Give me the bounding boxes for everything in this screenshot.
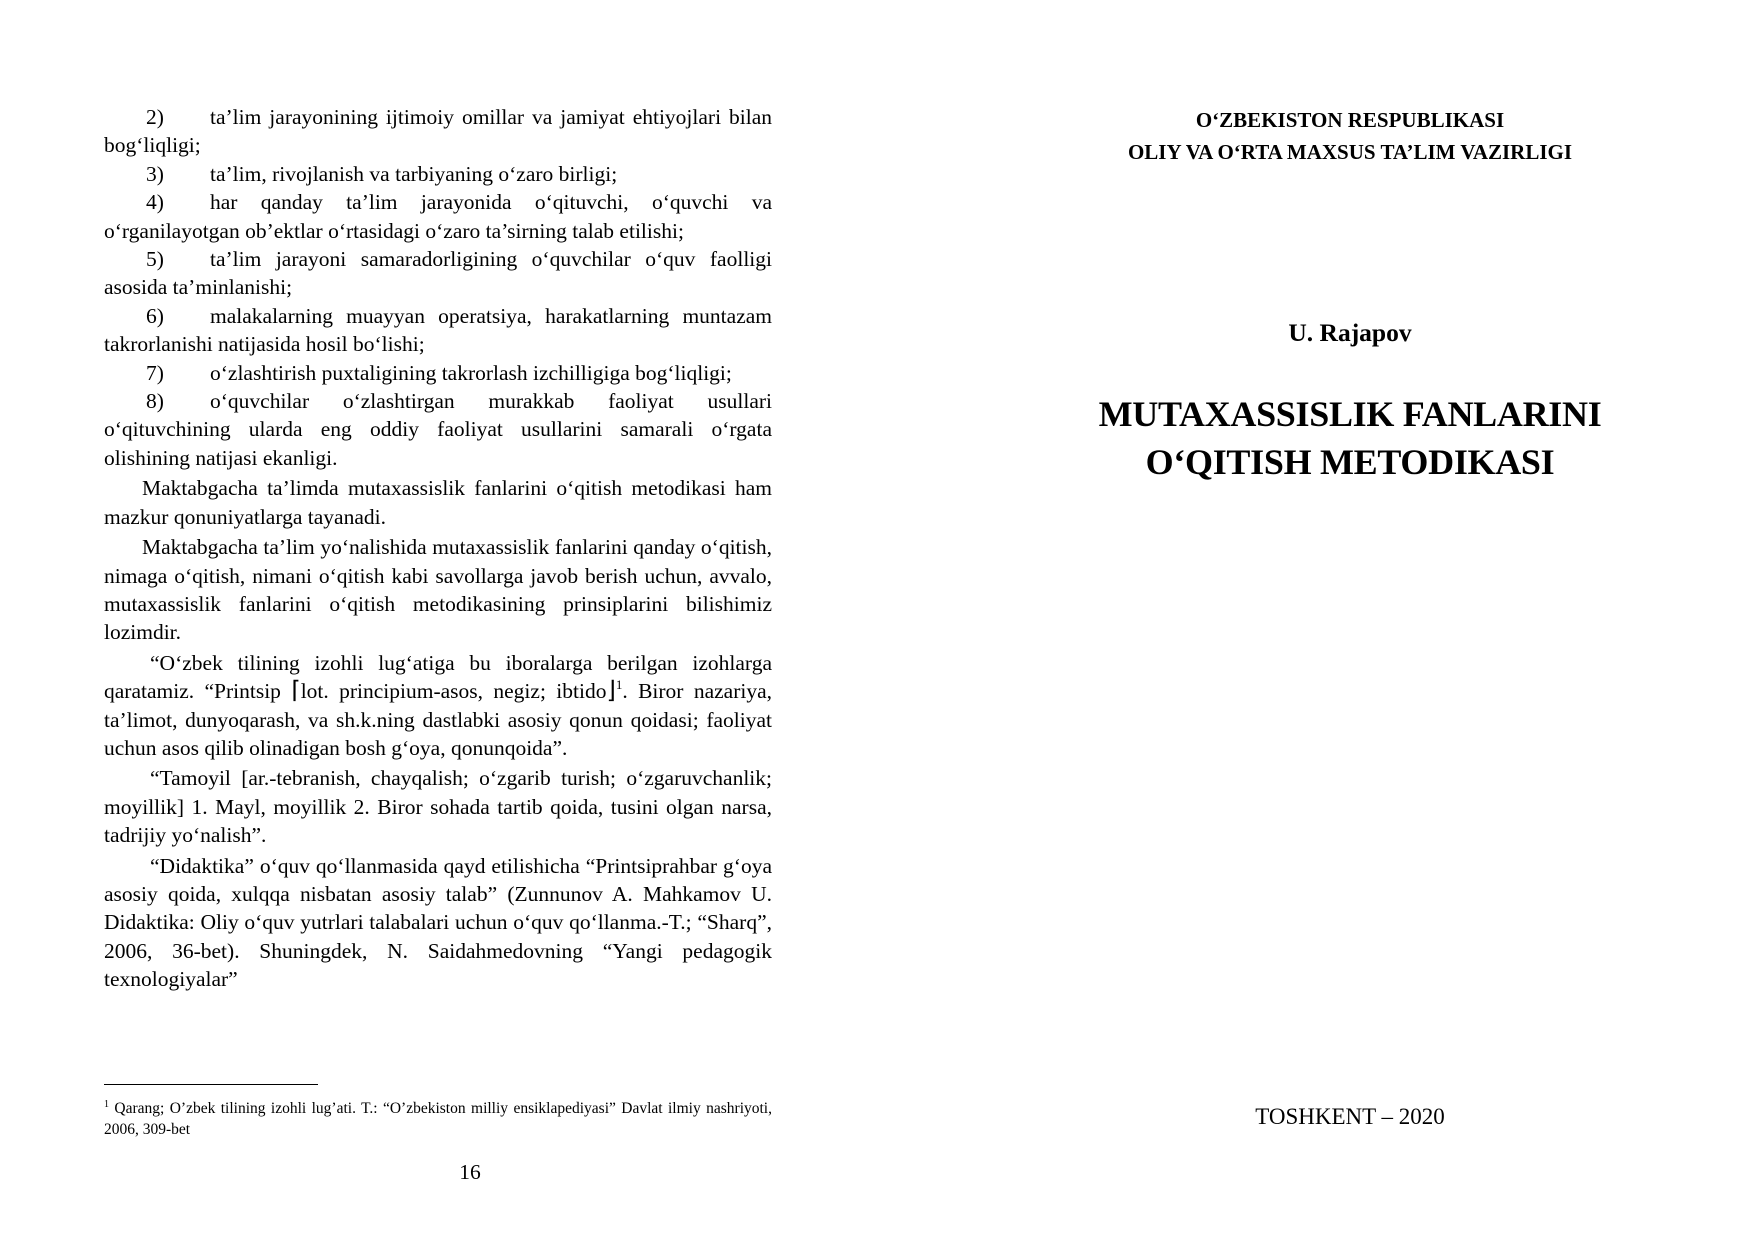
list-item <box>104 188 772 245</box>
footnote-marker: 1 <box>104 1099 109 1110</box>
open-bracket: ⌈ <box>291 678 301 705</box>
list-item <box>104 359 772 387</box>
quote-text: . Biror nazariya, ta’limot, dunyoqarash, va sh.k.ning dastlabki asosiy qonun qoidasi; faoliyat uchun asos qilib olinadigan bosh g‘oya, qonunqoida”. <box>104 679 773 760</box>
author-name: U. Rajapov <box>1288 318 1412 347</box>
list-text: ta’lim jarayonining ijtimoiy omillar va jamiyat ehtiyojlari bilan bog‘liqligi; <box>104 105 772 158</box>
book-title-line: O‘QITISH METODIKASI <box>1145 442 1555 482</box>
list-text: malakalarning muayyan operatsiya, harakatlarning muntazam takrorlanishi natijasida hosil bo‘lishi; <box>104 303 772 357</box>
ministry-line: OLIY VA O‘RTA MAXSUS TA’LIM VAZIRLIGI <box>1127 140 1573 164</box>
quote-paragraph: “Tamoyil [ar.-tebranish, chayqalish; o‘zgarib turish; o‘zgaruvchanlik; moyillik] 1. Mayl, moyillik 2. Biror sohada tartib qoida, tusini olgan narsa, tadrijiy yo‘nalish”. <box>104 766 772 848</box>
list-number: 5) <box>146 247 164 272</box>
list-text: ta’lim jarayoni samaradorligining o‘quvchilar o‘quv faolligi asosida ta’minlanishi; <box>104 247 772 300</box>
list-text: o‘quvchilar o‘zlashtirgan murakkab faoliyat usullari o‘qituvchining ularda eng oddiy faoliyat usullarini samarali o‘rgata olishining natijasi ekanligi. <box>104 389 772 470</box>
book-title <box>1000 390 1700 486</box>
body-paragraph: “Didaktika” o‘quv qo‘llanmasida qayd etilishicha “Printsiprahbar g‘oya asosiy qoida, xulqqa nisbatan asosiy talab” (Zunnunov A. Mahkamov U. Didaktika: Oliy o‘quv yutrlari talabalari uchun o‘quv qo‘llanma.-T.; “Sharq”, 2006, 36-bet). Shuningdek, N. Saidahmedovning “Yangi pedagogik texnologiyalar” <box>104 853 772 992</box>
left-page <box>104 103 772 994</box>
list-item <box>104 160 772 188</box>
close-bracket: ⌋ <box>606 678 616 705</box>
quote-paragraph <box>104 649 772 763</box>
quote-text: “O‘zbek tilining izohli lug‘atiga bu iboralarga berilgan izohlarga qaratamiz. “Printsip <box>104 650 772 704</box>
list-number: 7) <box>146 360 164 385</box>
footnote <box>104 1098 772 1140</box>
list-item <box>104 103 772 160</box>
list-number: 4) <box>146 190 164 215</box>
footnote-divider <box>104 1084 318 1085</box>
footnote-text: Qarang; O’zbek tilining izohli lug’ati. T.: “O’zbekiston milliy ensiklapediyasi” Davlat ilmiy nashriyoti, 2006, 309-bet <box>104 1100 772 1138</box>
list-item <box>104 245 772 302</box>
list-text: har qanday ta’lim jarayonida o‘qituvchi, o‘quvchi va o‘rganilayotgan ob’ektlar o‘rtasidagi o‘zaro ta’sirning talab etilishi; <box>104 190 772 243</box>
body-paragraph: Maktabgacha ta’limda mutaxassislik fanlarini o‘qitish metodikasi ham mazkur qonuniyatlarga tayanadi. <box>104 476 772 529</box>
list-number: 2) <box>146 105 164 129</box>
page-number: 16 <box>459 1160 481 1184</box>
place-and-year: TOSHKENT – 2020 <box>1255 1104 1445 1129</box>
bracketed-text: lot. principium-asos, negiz; ibtido <box>300 679 607 704</box>
list-number: 3) <box>146 161 164 186</box>
list-number: 6) <box>146 303 164 328</box>
list-item <box>104 387 772 472</box>
ministry-heading <box>1000 104 1700 168</box>
book-title-line: MUTAXASSISLIK FANLARINI <box>1098 394 1602 434</box>
list-item <box>104 302 772 359</box>
footnote-reference: 1 <box>615 677 623 693</box>
list-text: ta’lim, rivojlanish va tarbiyaning o‘zaro birligi; <box>210 161 618 186</box>
list-text: o‘zlashtirish puxtaligining takrorlash izchilligiga bog‘liqligi; <box>210 360 732 385</box>
list-number: 8) <box>146 389 164 414</box>
body-paragraph: Maktabgacha ta’lim yo‘nalishida mutaxassislik fanlarini qanday o‘qitish, nimaga o‘qitish, nimani o‘qitish kabi savollarga javob berish uchun, avvalo, mutaxassislik fanlarini o‘qitish metodikasining prinsiplarini bilishimiz lozimdir. <box>104 535 772 645</box>
ministry-line: O‘ZBEKISTON RESPUBLIKASI <box>1195 108 1505 132</box>
